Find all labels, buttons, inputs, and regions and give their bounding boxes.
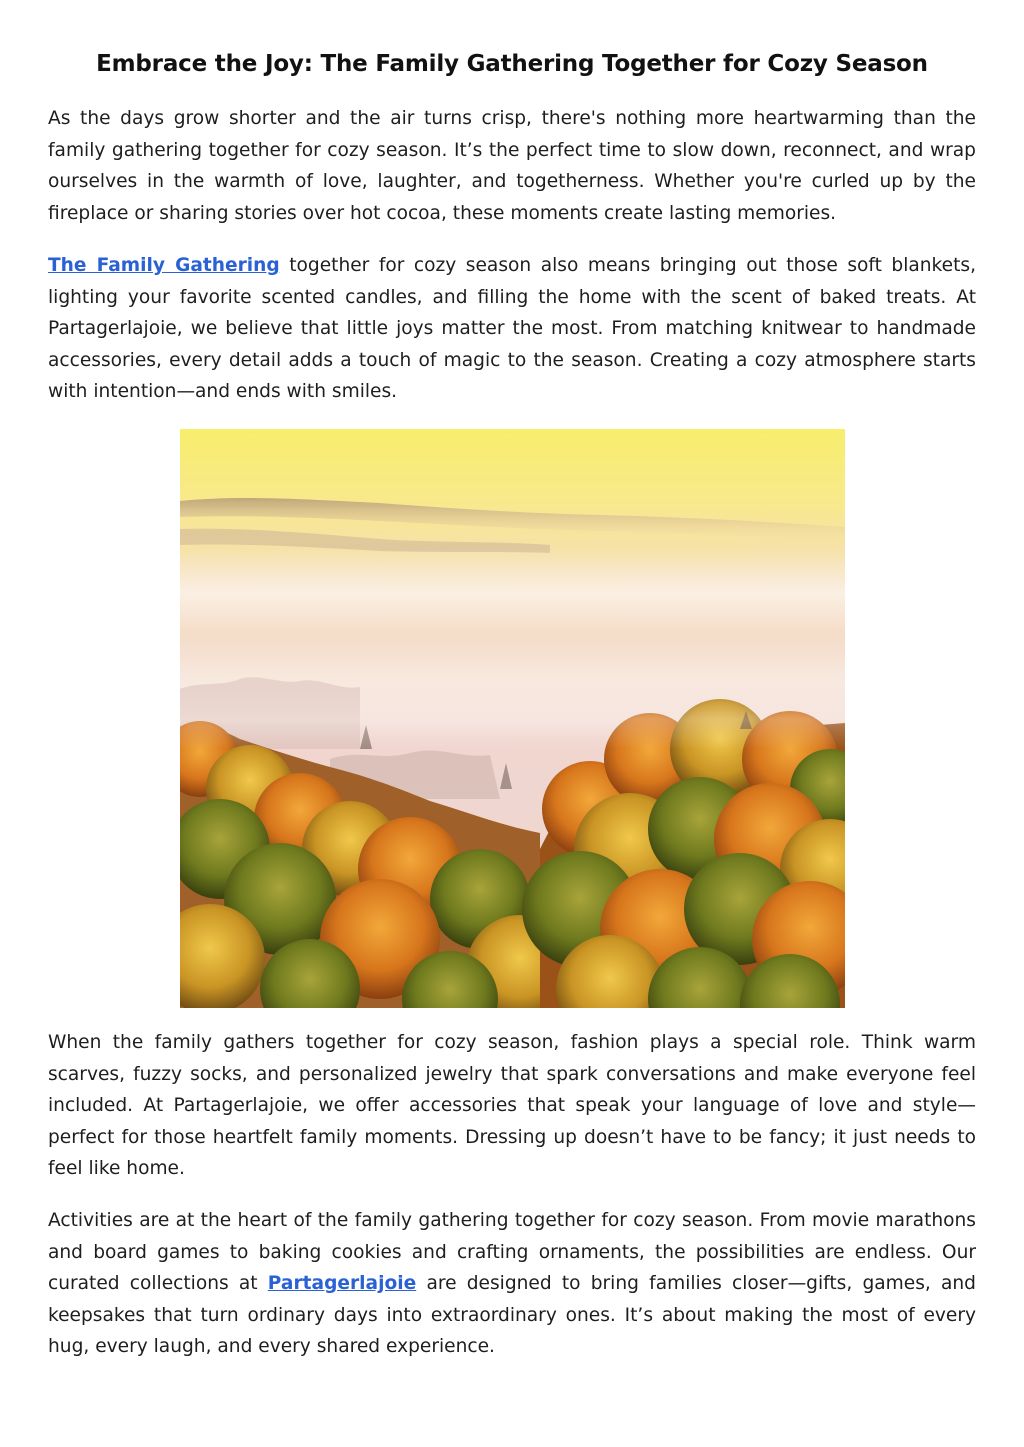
autumn-fog-forest-photo: [180, 429, 845, 1008]
paragraph-fashion: When the family gathers together for cozy season, fashion plays a special role. Think warm scarves, fuzzy socks, and personalized jewelry that spark conversations and make everyone feel included. At Partagerlajoie, we offer accessories that speak your language of love and style—perfect for those heartfelt family moments. Dressing up doesn’t have to be fancy; it just needs to feel like home.: [48, 1032, 976, 1179]
paragraph-intro: As the days grow shorter and the air turns crisp, there's nothing more heartwarming than the family gathering together for cozy season. It’s the perfect time to slow down, reconnect, and wrap ourselves in the warmth of love, laughter, and togetherness. Whether you're curled up by the fireplace or sharing stories over hot cocoa, these moments create lasting memories.: [48, 108, 976, 224]
paragraph-family-gathering: [48, 250, 976, 408]
page-title: Embrace the Joy: The Family Gathering Together for Cozy Season: [96, 51, 928, 77]
partagerlajoie-link[interactable]: Partagerlajoie: [267, 1273, 417, 1294]
paragraph-activities-text-before: Activities are at the heart of the family gathering together for cozy season. From movie marathons and board games to baking cookies and crafting ornaments, the possibilities are endless. Our curated collections at: [48, 1210, 976, 1294]
paragraph-activities-text-after: are designed to bring families closer—gifts, games, and keepsakes that turn ordinary days into extraordinary ones. It’s about making the most of every hug, every laugh, and every shared experience.: [48, 1273, 976, 1357]
paragraph-family-gathering-text: together for cozy season also means bringing out those soft blankets, lighting your favorite scented candles, and filling the home with the scent of baked treats. At Partagerlajoie, we believe that little joys matter the most. From matching knitwear to handmade accessories, every detail adds a touch of magic to the season. Creating a cozy atmosphere starts with intention—and ends with smiles.: [48, 255, 976, 402]
paragraph-activities: [48, 1205, 976, 1363]
family-gathering-link[interactable]: The Family Gathering: [48, 255, 280, 276]
